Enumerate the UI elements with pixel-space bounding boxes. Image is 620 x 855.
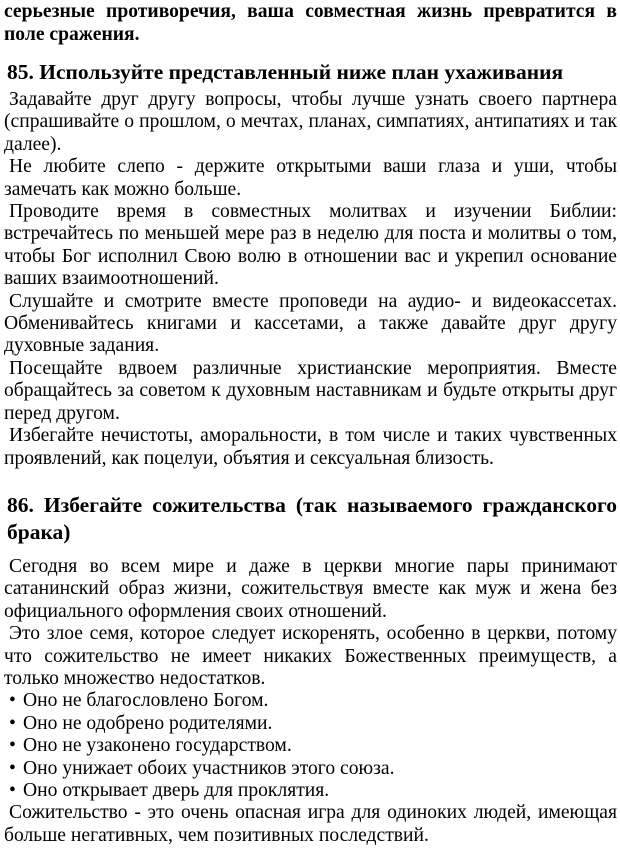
bullet-text: Оно открывает дверь для проклятия. bbox=[23, 779, 330, 801]
section-86-heading: 86. Избегайте сожительства (так называемого гражданского брака) bbox=[7, 492, 617, 544]
section-86-paragraph: Сегодня во всем мире и даже в церкви многие пары принимают сатанинский образ жизни, сожительствуя вместе как муж и жена без официального оформления своих отношений. bbox=[4, 555, 617, 622]
section-85-paragraph: Слушайте и смотрите вместе проповеди на аудио- и видеокассетах. Обменивайтесь книгами и кассетами, а также давайте друг другу духовные задания. bbox=[4, 290, 617, 357]
bullet-list bbox=[4, 690, 617, 802]
bullet-icon: • bbox=[9, 712, 16, 734]
section-86 bbox=[4, 492, 617, 847]
bullet-text: Оно унижает обоих участников этого союза. bbox=[23, 757, 395, 779]
section-85-paragraph: Избегайте нечистоты, аморальности, в том числе и таких чувственных проявлений, как поцелуи, объятия и сексуальная близость. bbox=[4, 425, 617, 469]
bullet-text: Оно не одобрено родителями. bbox=[23, 712, 273, 734]
lead-text: серьезные противоречия, ваша совместная жизнь превратится в поле сражения. bbox=[4, 1, 617, 45]
bullet-icon: • bbox=[9, 735, 16, 757]
bullet-icon: • bbox=[9, 779, 16, 801]
bullet-text: Оно не узаконено государством. bbox=[23, 735, 292, 757]
section-85-heading: 85. Используйте представленный ниже план ухаживания bbox=[7, 60, 564, 84]
section-85-paragraph: Посещайте вдвоем различные христианские мероприятия. Вместе обращайтесь за советом к духовным наставникам и будьте открыты друг перед другом. bbox=[4, 357, 617, 424]
bullet-item bbox=[4, 758, 617, 780]
closing-paragraph: Сожительство - это очень опасная игра для одиноких людей, имеющая больше негативных, чем позитивных последствий. bbox=[4, 802, 617, 846]
section-86-paragraph: Это злое семя, которое следует искоренять, особенно в церкви, потому что сожительство не имеет никаких Божественных преимуществ, а только множество недостатков. bbox=[4, 623, 617, 689]
bullet-item bbox=[4, 690, 617, 712]
bullet-item bbox=[4, 780, 617, 802]
bullet-icon: • bbox=[9, 757, 16, 779]
section-85-paragraph: Не любите слепо - держите открытыми ваши глаза и уши, чтобы замечать как можно больше. bbox=[4, 156, 617, 200]
bullet-item bbox=[4, 713, 617, 735]
section-85-paragraph: Задавайте друг другу вопросы, чтобы лучше узнать своего партнера (спрашивайте о прошлом, о мечтах, планах, симпатиях, антипатиях и так далее). bbox=[4, 89, 617, 155]
bullet-text: Оно не благословлено Богом. bbox=[23, 690, 269, 712]
bullet-item bbox=[4, 735, 617, 757]
bullet-icon: • bbox=[9, 690, 16, 712]
section-85 bbox=[4, 59, 617, 470]
section-85-paragraph: Проводите время в совместных молитвах и изучении Библии: встречайтесь по меньшей мере раз в неделю для поста и молитвы о том, чтобы Бог исполнил Свою волю в отношении вас и укрепил основание ваших взаимоотношений. bbox=[4, 201, 617, 290]
